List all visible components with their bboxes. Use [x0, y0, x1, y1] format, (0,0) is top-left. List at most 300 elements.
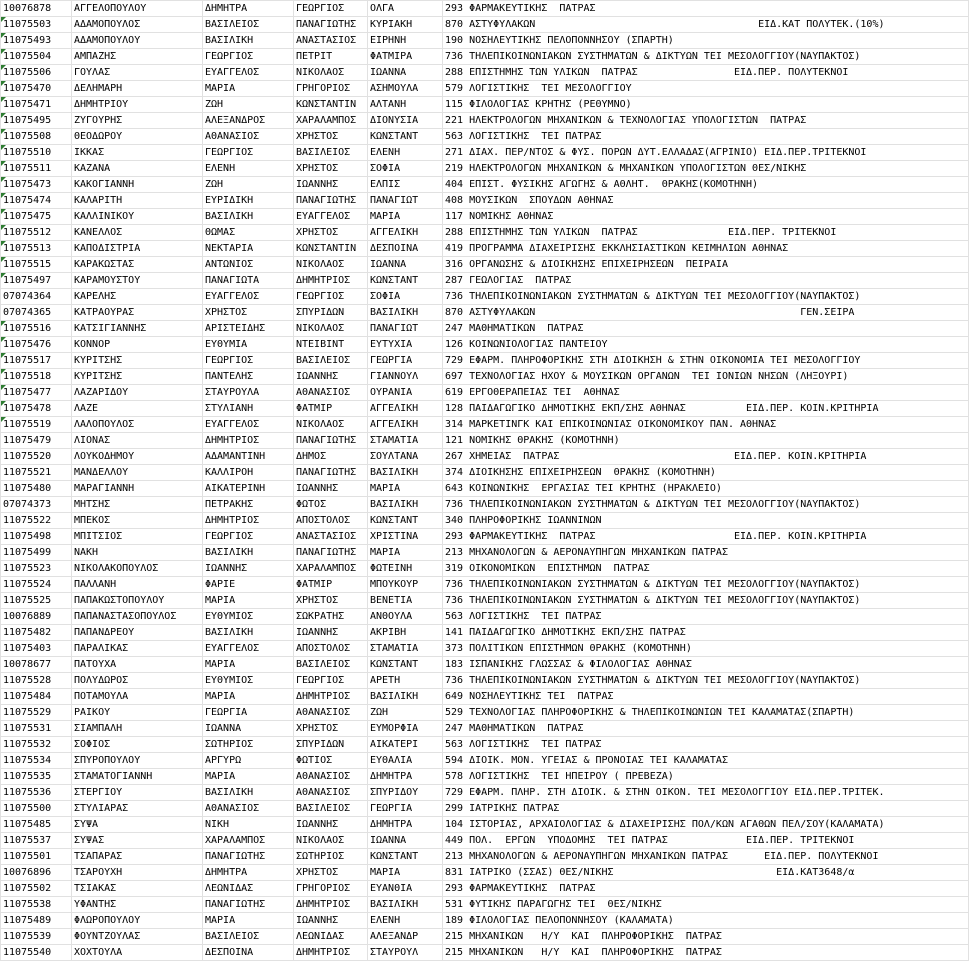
father-name-cell[interactable]: ΑΠΟΣΤΟΛΟΣ: [294, 513, 368, 529]
id-cell[interactable]: 07074373: [1, 497, 72, 513]
first-name-cell[interactable]: ΒΑΣΙΛΙΚΗ: [203, 785, 294, 801]
first-name-cell[interactable]: ΕΥΘΥΜΙΟΣ: [203, 673, 294, 689]
father-name-cell[interactable]: ΚΩΝΣΤΑΝΤΙΝ: [294, 241, 368, 257]
mother-name-cell[interactable]: ΚΩΝΣΤΑΝΤ: [368, 129, 443, 145]
mother-name-cell[interactable]: ΕΛΕΝΗ: [368, 913, 443, 929]
father-name-cell[interactable]: ΑΘΑΝΑΣΙΟΣ: [294, 785, 368, 801]
id-cell[interactable]: 10076878: [1, 1, 72, 17]
surname-cell[interactable]: ΚΥΡΙΤΣΗΣ: [72, 369, 203, 385]
surname-cell[interactable]: ΚΑΖΑΝΑ: [72, 161, 203, 177]
first-name-cell[interactable]: ΕΥΑΓΓΕΛΟΣ: [203, 417, 294, 433]
department-cell[interactable]: 340 ΠΛΗΡΟΦΟΡΙΚΗΣ ΙΩΑΝΝΙΝΩΝ: [443, 513, 969, 529]
mother-name-cell[interactable]: ΣΠΥΡΙΔΟΥ: [368, 785, 443, 801]
mother-name-cell[interactable]: ΣΤΑΜΑΤΙΑ: [368, 641, 443, 657]
id-cell[interactable]: 11075529: [1, 705, 72, 721]
id-cell[interactable]: 11075508: [1, 129, 72, 145]
first-name-cell[interactable]: ΖΩΗ: [203, 97, 294, 113]
id-cell[interactable]: 11075512: [1, 225, 72, 241]
id-cell[interactable]: 11075504: [1, 49, 72, 65]
id-cell[interactable]: 11075518: [1, 369, 72, 385]
department-cell[interactable]: 247 ΜΑΘΗΜΑΤΙΚΩΝ ΠΑΤΡΑΣ: [443, 721, 969, 737]
mother-name-cell[interactable]: ΑΙΚΑΤΕΡΙ: [368, 737, 443, 753]
surname-cell[interactable]: ΚΥΡΙΤΣΗΣ: [72, 353, 203, 369]
surname-cell[interactable]: ΝΙΚΟΛΑΚΟΠΟΥΛΟΣ: [72, 561, 203, 577]
surname-cell[interactable]: ΣΟΦΙΟΣ: [72, 737, 203, 753]
mother-name-cell[interactable]: ΒΑΣΙΛΙΚΗ: [368, 497, 443, 513]
first-name-cell[interactable]: ΕΥΡΙΔΙΚΗ: [203, 193, 294, 209]
mother-name-cell[interactable]: ΑΓΓΕΛΙΚΗ: [368, 417, 443, 433]
mother-name-cell[interactable]: ΜΑΡΙΑ: [368, 481, 443, 497]
id-cell[interactable]: 11075511: [1, 161, 72, 177]
department-cell[interactable]: 190 ΝΟΣΗΛΕΥΤΙΚΗΣ ΠΕΛΟΠΟΝΝΗΣΟΥ (ΣΠΑΡΤΗ): [443, 33, 969, 49]
department-cell[interactable]: 619 ΕΡΓΟΘΕΡΑΠΕΙΑΣ ΤΕΙ ΑΘΗΝΑΣ: [443, 385, 969, 401]
department-cell[interactable]: 247 ΜΑΘΗΜΑΤΙΚΩΝ ΠΑΤΡΑΣ: [443, 321, 969, 337]
surname-cell[interactable]: ΙΚΚΑΣ: [72, 145, 203, 161]
department-cell[interactable]: 697 ΤΕΧΝΟΛΟΓΙΑΣ ΗΧΟΥ & ΜΟΥΣΙΚΩΝ ΟΡΓΑΝΩΝ ΤΕΙ ΙΟΝΙΩΝ ΝΗΣΩΝ (ΛΗΞΟΥΡΙ): [443, 369, 969, 385]
mother-name-cell[interactable]: ΒΑΣΙΛΙΚΗ: [368, 305, 443, 321]
mother-name-cell[interactable]: ΓΕΩΡΓΙΑ: [368, 353, 443, 369]
mother-name-cell[interactable]: ΑΛΤΑΝΗ: [368, 97, 443, 113]
first-name-cell[interactable]: ΜΑΡΙΑ: [203, 593, 294, 609]
department-cell[interactable]: 299 ΙΑΤΡΙΚΗΣ ΠΑΤΡΑΣ: [443, 801, 969, 817]
mother-name-cell[interactable]: ΕΥΑΝΘΙΑ: [368, 881, 443, 897]
department-cell[interactable]: 314 ΜΑΡΚΕΤΙΝΓΚ ΚΑΙ ΕΠΙΚΟΙΝΩΝΙΑΣ ΟΙΚΟΝΟΜΙΚΟΥ ΠΑΝ. ΑΘΗΝΑΣ: [443, 417, 969, 433]
department-cell[interactable]: 221 ΗΛΕΚΤΡΟΛΟΓΩΝ ΜΗΧΑΝΙΚΩΝ & ΤΕΧΝΟΛΟΓΙΑΣ ΥΠΟΛΟΓΙΣΤΩΝ ΠΑΤΡΑΣ: [443, 113, 969, 129]
id-cell[interactable]: 11075523: [1, 561, 72, 577]
id-cell[interactable]: 11075538: [1, 897, 72, 913]
first-name-cell[interactable]: ΒΑΣΙΛΕΙΟΣ: [203, 17, 294, 33]
first-name-cell[interactable]: ΝΙΚΗ: [203, 817, 294, 833]
father-name-cell[interactable]: ΒΑΣΙΛΕΙΟΣ: [294, 353, 368, 369]
mother-name-cell[interactable]: ΧΡΙΣΤΙΝΑ: [368, 529, 443, 545]
surname-cell[interactable]: ΝΑΚΗ: [72, 545, 203, 561]
father-name-cell[interactable]: ΦΑΤΜΙΡ: [294, 401, 368, 417]
surname-cell[interactable]: ΣΤΕΡΓΙΟΥ: [72, 785, 203, 801]
mother-name-cell[interactable]: ΙΩΑΝΝΑ: [368, 257, 443, 273]
mother-name-cell[interactable]: ΕΛΕΝΗ: [368, 145, 443, 161]
mother-name-cell[interactable]: ΚΩΝΣΤΑΝΤ: [368, 273, 443, 289]
surname-cell[interactable]: ΠΑΠΑΚΩΣΤΟΠΟΥΛΟΥ: [72, 593, 203, 609]
mother-name-cell[interactable]: ΦΩΤΕΙΝΗ: [368, 561, 443, 577]
surname-cell[interactable]: ΘΕΟΔΩΡΟΥ: [72, 129, 203, 145]
father-name-cell[interactable]: ΣΠΥΡΙΔΩΝ: [294, 305, 368, 321]
surname-cell[interactable]: ΠΑΠΑΝΑΣΤΑΣΟΠΟΥΛΟΣ: [72, 609, 203, 625]
father-name-cell[interactable]: ΣΠΥΡΙΔΩΝ: [294, 737, 368, 753]
department-cell[interactable]: 183 ΙΣΠΑΝΙΚΗΣ ΓΛΩΣΣΑΣ & ΦΙΛΟΛΟΓΙΑΣ ΑΘΗΝΑΣ: [443, 657, 969, 673]
surname-cell[interactable]: ΡΑΙΚΟΥ: [72, 705, 203, 721]
father-name-cell[interactable]: ΚΩΝΣΤΑΝΤΙΝ: [294, 97, 368, 113]
mother-name-cell[interactable]: ΕΙΡΗΝΗ: [368, 33, 443, 49]
id-cell[interactable]: 11075485: [1, 817, 72, 833]
id-cell[interactable]: 10076896: [1, 865, 72, 881]
surname-cell[interactable]: ΛΑΖΕ: [72, 401, 203, 417]
mother-name-cell[interactable]: ΕΥΤΥΧΙΑ: [368, 337, 443, 353]
id-cell[interactable]: 11075473: [1, 177, 72, 193]
father-name-cell[interactable]: ΧΡΗΣΤΟΣ: [294, 225, 368, 241]
department-cell[interactable]: 643 ΚΟΙΝΩΝΙΚΗΣ ΕΡΓΑΣΙΑΣ ΤΕΙ ΚΡΗΤΗΣ (ΗΡΑΚΛΕΙΟ): [443, 481, 969, 497]
first-name-cell[interactable]: ΒΑΣΙΛΙΚΗ: [203, 625, 294, 641]
id-cell[interactable]: 11075522: [1, 513, 72, 529]
id-cell[interactable]: 11075521: [1, 465, 72, 481]
father-name-cell[interactable]: ΧΡΗΣΤΟΣ: [294, 593, 368, 609]
first-name-cell[interactable]: ΙΩΑΝΝΗΣ: [203, 561, 294, 577]
surname-cell[interactable]: ΜΗΤΣΗΣ: [72, 497, 203, 513]
surname-cell[interactable]: ΣΠΥΡΟΠΟΥΛΟΥ: [72, 753, 203, 769]
father-name-cell[interactable]: ΒΑΣΙΛΕΙΟΣ: [294, 801, 368, 817]
first-name-cell[interactable]: ΣΩΤΗΡΙΟΣ: [203, 737, 294, 753]
department-cell[interactable]: 729 ΕΦΑΡΜ. ΠΛΗΡ. ΣΤΗ ΔΙΟΙΚ. & ΣΤΗΝ ΟΙΚΟΝ. ΤΕΙ ΜΕΣΟΛΟΓΓΙΟΥ ΕΙΔ.ΠΕΡ.ΤΡΙΤΕΚ.: [443, 785, 969, 801]
department-cell[interactable]: 319 ΟΙΚΟΝΟΜΙΚΩΝ ΕΠΙΣΤΗΜΩΝ ΠΑΤΡΑΣ: [443, 561, 969, 577]
first-name-cell[interactable]: ΑΘΑΝΑΣΙΟΣ: [203, 801, 294, 817]
department-cell[interactable]: 870 ΑΣΤΥΦΥΛΑΚΩΝ ΓΕΝ.ΣΕΙΡΑ: [443, 305, 969, 321]
father-name-cell[interactable]: ΓΕΩΡΓΙΟΣ: [294, 673, 368, 689]
id-cell[interactable]: 11075537: [1, 833, 72, 849]
father-name-cell[interactable]: ΝΙΚΟΛΑΟΣ: [294, 257, 368, 273]
first-name-cell[interactable]: ΜΑΡΙΑ: [203, 769, 294, 785]
mother-name-cell[interactable]: ΜΠΟΥΚΟΥΡ: [368, 577, 443, 593]
surname-cell[interactable]: ΛΑΖΑΡΙΔΟΥ: [72, 385, 203, 401]
department-cell[interactable]: 594 ΔΙΟΙΚ. ΜΟΝ. ΥΓΕΙΑΣ & ΠΡΟΝΟΙΑΣ ΤΕΙ ΚΑΛΑΜΑΤΑΣ: [443, 753, 969, 769]
id-cell[interactable]: 11075513: [1, 241, 72, 257]
id-cell[interactable]: 11075540: [1, 945, 72, 961]
father-name-cell[interactable]: ΙΩΑΝΝΗΣ: [294, 177, 368, 193]
department-cell[interactable]: 115 ΦΙΛΟΛΟΓΙΑΣ ΚΡΗΤΗΣ (ΡΕΘΥΜΝΟ): [443, 97, 969, 113]
first-name-cell[interactable]: ΓΕΩΡΓΙΟΣ: [203, 49, 294, 65]
father-name-cell[interactable]: ΝΙΚΟΛΑΟΣ: [294, 417, 368, 433]
surname-cell[interactable]: ΦΛΩΡΟΠΟΥΛΟΥ: [72, 913, 203, 929]
id-cell[interactable]: 10076889: [1, 609, 72, 625]
id-cell[interactable]: 11075534: [1, 753, 72, 769]
father-name-cell[interactable]: ΓΕΩΡΓΙΟΣ: [294, 1, 368, 17]
surname-cell[interactable]: ΚΑΤΣΙΓΙΑΝΝΗΣ: [72, 321, 203, 337]
id-cell[interactable]: 11075495: [1, 113, 72, 129]
first-name-cell[interactable]: ΙΩΑΝΝΑ: [203, 721, 294, 737]
first-name-cell[interactable]: ΕΥΘΥΜΙΑ: [203, 337, 294, 353]
department-cell[interactable]: 213 ΜΗΧΑΝΟΛΟΓΩΝ & ΑΕΡΟΝΑΥΠΗΓΩΝ ΜΗΧΑΝΙΚΩΝ ΠΑΤΡΑΣ: [443, 545, 969, 561]
department-cell[interactable]: 117 ΝΟΜΙΚΗΣ ΑΘΗΝΑΣ: [443, 209, 969, 225]
department-cell[interactable]: 293 ΦΑΡΜΑΚΕΥΤΙΚΗΣ ΠΑΤΡΑΣ: [443, 881, 969, 897]
surname-cell[interactable]: ΖΥΓΟΥΡΗΣ: [72, 113, 203, 129]
id-cell[interactable]: 11075484: [1, 689, 72, 705]
surname-cell[interactable]: ΓΟΥΛΑΣ: [72, 65, 203, 81]
mother-name-cell[interactable]: ΕΥΘΑΛΙΑ: [368, 753, 443, 769]
department-cell[interactable]: 288 ΕΠΙΣΤΗΜΗΣ ΤΩΝ ΥΛΙΚΩΝ ΠΑΤΡΑΣ ΕΙΔ.ΠΕΡ. ΤΡΙΤΕΚΝΟΙ: [443, 225, 969, 241]
id-cell[interactable]: 11075477: [1, 385, 72, 401]
mother-name-cell[interactable]: ΒΑΣΙΛΙΚΗ: [368, 689, 443, 705]
first-name-cell[interactable]: ΔΗΜΗΤΡΑ: [203, 1, 294, 17]
surname-cell[interactable]: ΚΑΡΑΚΩΣΤΑΣ: [72, 257, 203, 273]
surname-cell[interactable]: ΚΑΛΑΡΙΤΗ: [72, 193, 203, 209]
id-cell[interactable]: 11075489: [1, 913, 72, 929]
id-cell[interactable]: 11075536: [1, 785, 72, 801]
first-name-cell[interactable]: ΑΡΙΣΤΕΙΔΗΣ: [203, 321, 294, 337]
first-name-cell[interactable]: ΠΑΝΑΓΙΩΤΗΣ: [203, 849, 294, 865]
first-name-cell[interactable]: ΣΤΑΥΡΟΥΛΑ: [203, 385, 294, 401]
surname-cell[interactable]: ΦΟΥΝΤΖΟΥΛΑΣ: [72, 929, 203, 945]
id-cell[interactable]: 11075528: [1, 673, 72, 689]
id-cell[interactable]: 11075516: [1, 321, 72, 337]
mother-name-cell[interactable]: ΚΥΡΙΑΚΗ: [368, 17, 443, 33]
mother-name-cell[interactable]: ΔΙΟΝΥΣΙΑ: [368, 113, 443, 129]
surname-cell[interactable]: ΣΥΨΑ: [72, 817, 203, 833]
surname-cell[interactable]: ΧΟΧΤΟΥΛΑ: [72, 945, 203, 961]
department-cell[interactable]: 729 ΕΦΑΡΜ. ΠΛΗΡΟΦΟΡΙΚΗΣ ΣΤΗ ΔΙΟΙΚΗΣΗ & ΣΤΗΝ ΟΙΚΟΝΟΜΙΑ ΤΕΙ ΜΕΣΟΛΟΓΓΙΟΥ: [443, 353, 969, 369]
father-name-cell[interactable]: ΑΘΑΝΑΣΙΟΣ: [294, 769, 368, 785]
father-name-cell[interactable]: ΒΑΣΙΛΕΙΟΣ: [294, 657, 368, 673]
mother-name-cell[interactable]: ΙΩΑΝΝΑ: [368, 833, 443, 849]
department-cell[interactable]: 215 ΜΗΧΑΝΙΚΩΝ Η/Υ ΚΑΙ ΠΛΗΡΟΦΟΡΙΚΗΣ ΠΑΤΡΑΣ: [443, 945, 969, 961]
mother-name-cell[interactable]: ΔΗΜΗΤΡΑ: [368, 769, 443, 785]
id-cell[interactable]: 11075498: [1, 529, 72, 545]
first-name-cell[interactable]: ΠΕΤΡΑΚΗΣ: [203, 497, 294, 513]
department-cell[interactable]: 736 ΤΗΛΕΠΙΚΟΙΝΩΝΙΑΚΩΝ ΣΥΣΤΗΜΑΤΩΝ & ΔΙΚΤΥΩΝ ΤΕΙ ΜΕΣΟΛΟΓΓΙΟΥ(ΝΑΥΠΑΚΤΟΣ): [443, 577, 969, 593]
id-cell[interactable]: 11075532: [1, 737, 72, 753]
surname-cell[interactable]: ΣΤΥΛΙΑΡΑΣ: [72, 801, 203, 817]
surname-cell[interactable]: ΤΣΑΡΟΥΧΗ: [72, 865, 203, 881]
department-cell[interactable]: 736 ΤΗΛΕΠΙΚΟΙΝΩΝΙΑΚΩΝ ΣΥΣΤΗΜΑΤΩΝ & ΔΙΚΤΥΩΝ ΤΕΙ ΜΕΣΟΛΟΓΓΙΟΥ(ΝΑΥΠΑΚΤΟΣ): [443, 289, 969, 305]
father-name-cell[interactable]: ΝΤΕΙΒΙΝΤ: [294, 337, 368, 353]
surname-cell[interactable]: ΠΑΤΟΥΧΑ: [72, 657, 203, 673]
first-name-cell[interactable]: ΜΑΡΙΑ: [203, 657, 294, 673]
mother-name-cell[interactable]: ΖΩΗ: [368, 705, 443, 721]
department-cell[interactable]: 128 ΠΑΙΔΑΓΩΓΙΚΟ ΔΗΜΟΤΙΚΗΣ ΕΚΠ/ΣΗΣ ΑΘΗΝΑΣ ΕΙΔ.ΠΕΡ. ΚΟΙΝ.ΚΡΙΤΗΡΙΑ: [443, 401, 969, 417]
id-cell[interactable]: 11075478: [1, 401, 72, 417]
department-cell[interactable]: 563 ΛΟΓΙΣΤΙΚΗΣ ΤΕΙ ΠΑΤΡΑΣ: [443, 609, 969, 625]
id-cell[interactable]: 11075525: [1, 593, 72, 609]
department-cell[interactable]: 213 ΜΗΧΑΝΟΛΟΓΩΝ & ΑΕΡΟΝΑΥΠΗΓΩΝ ΜΗΧΑΝΙΚΩΝ ΠΑΤΡΑΣ ΕΙΔ.ΠΕΡ. ΠΟΛΥΤΕΚΝΟΙ: [443, 849, 969, 865]
surname-cell[interactable]: ΚΑΛΛΙΝΙΚΟΥ: [72, 209, 203, 225]
father-name-cell[interactable]: ΠΑΝΑΓΙΩΤΗΣ: [294, 465, 368, 481]
father-name-cell[interactable]: ΠΑΝΑΓΙΩΤΗΣ: [294, 193, 368, 209]
father-name-cell[interactable]: ΔΗΜΗΤΡΙΟΣ: [294, 945, 368, 961]
mother-name-cell[interactable]: ΒΑΣΙΛΙΚΗ: [368, 897, 443, 913]
surname-cell[interactable]: ΑΔΑΜΟΠΟΥΛΟΣ: [72, 17, 203, 33]
department-cell[interactable]: 736 ΤΗΛΕΠΙΚΟΙΝΩΝΙΑΚΩΝ ΣΥΣΤΗΜΑΤΩΝ & ΔΙΚΤΥΩΝ ΤΕΙ ΜΕΣΟΛΟΓΓΙΟΥ(ΝΑΥΠΑΚΤΟΣ): [443, 593, 969, 609]
first-name-cell[interactable]: ΧΑΡΑΛΑΜΠΟΣ: [203, 833, 294, 849]
father-name-cell[interactable]: ΔΗΜΗΤΡΙΟΣ: [294, 273, 368, 289]
id-cell[interactable]: 11075474: [1, 193, 72, 209]
father-name-cell[interactable]: ΧΡΗΣΤΟΣ: [294, 129, 368, 145]
id-cell[interactable]: 11075501: [1, 849, 72, 865]
first-name-cell[interactable]: ΒΑΣΙΛΙΚΗ: [203, 545, 294, 561]
id-cell[interactable]: 11075493: [1, 33, 72, 49]
father-name-cell[interactable]: ΦΩΤΟΣ: [294, 497, 368, 513]
surname-cell[interactable]: ΔΗΜΗΤΡΙΟΥ: [72, 97, 203, 113]
department-cell[interactable]: 141 ΠΑΙΔΑΓΩΓΙΚΟ ΔΗΜΟΤΙΚΗΣ ΕΚΠ/ΣΗΣ ΠΑΤΡΑΣ: [443, 625, 969, 641]
department-cell[interactable]: 736 ΤΗΛΕΠΙΚΟΙΝΩΝΙΑΚΩΝ ΣΥΣΤΗΜΑΤΩΝ & ΔΙΚΤΥΩΝ ΤΕΙ ΜΕΣΟΛΟΓΓΙΟΥ(ΝΑΥΠΑΚΤΟΣ): [443, 497, 969, 513]
id-cell[interactable]: 11075539: [1, 929, 72, 945]
father-name-cell[interactable]: ΑΘΑΝΑΣΙΟΣ: [294, 705, 368, 721]
surname-cell[interactable]: ΣΤΑΜΑΤΟΓΙΑΝΝΗ: [72, 769, 203, 785]
id-cell[interactable]: 11075480: [1, 481, 72, 497]
department-cell[interactable]: 271 ΔΙΑΧ. ΠΕΡ/ΝΤΟΣ & ΦΥΣ. ΠΟΡΩΝ ΔΥΤ.ΕΛΛΑΔΑΣ(ΑΓΡΙΝΙΟ) ΕΙΔ.ΠΕΡ.ΤΡΙΤΕΚΝΟΙ: [443, 145, 969, 161]
first-name-cell[interactable]: ΕΥΘΥΜΙΟΣ: [203, 609, 294, 625]
first-name-cell[interactable]: ΖΩΗ: [203, 177, 294, 193]
father-name-cell[interactable]: ΓΕΩΡΓΙΟΣ: [294, 289, 368, 305]
id-cell[interactable]: 11075476: [1, 337, 72, 353]
mother-name-cell[interactable]: ΣΟΦΙΑ: [368, 161, 443, 177]
father-name-cell[interactable]: ΙΩΑΝΝΗΣ: [294, 369, 368, 385]
department-cell[interactable]: 293 ΦΑΡΜΑΚΕΥΤΙΚΗΣ ΠΑΤΡΑΣ ΕΙΔ.ΠΕΡ. ΚΟΙΝ.ΚΡΙΤΗΡΙΑ: [443, 529, 969, 545]
first-name-cell[interactable]: ΚΑΛΛΙΡΟΗ: [203, 465, 294, 481]
id-cell[interactable]: 11075524: [1, 577, 72, 593]
department-cell[interactable]: 121 ΝΟΜΙΚΗΣ ΘΡΑΚΗΣ (ΚΟΜΟΤΗΝΗ): [443, 433, 969, 449]
first-name-cell[interactable]: ΔΗΜΗΤΡΙΟΣ: [203, 433, 294, 449]
surname-cell[interactable]: ΜΠΙΤΣΙΟΣ: [72, 529, 203, 545]
department-cell[interactable]: 267 ΧΗΜΕΙΑΣ ΠΑΤΡΑΣ ΕΙΔ.ΠΕΡ. ΚΟΙΝ.ΚΡΙΤΗΡΙΑ: [443, 449, 969, 465]
id-cell[interactable]: 11075403: [1, 641, 72, 657]
first-name-cell[interactable]: ΓΕΩΡΓΙΟΣ: [203, 353, 294, 369]
first-name-cell[interactable]: ΒΑΣΙΛΙΚΗ: [203, 33, 294, 49]
surname-cell[interactable]: ΑΓΓΕΛΟΠΟΥΛΟΥ: [72, 1, 203, 17]
surname-cell[interactable]: ΜΑΡΑΓΙΑΝΝΗ: [72, 481, 203, 497]
id-cell[interactable]: 11075471: [1, 97, 72, 113]
id-cell[interactable]: 11075482: [1, 625, 72, 641]
mother-name-cell[interactable]: ΣΟΦΙΑ: [368, 289, 443, 305]
department-cell[interactable]: 736 ΤΗΛΕΠΙΚΟΙΝΩΝΙΑΚΩΝ ΣΥΣΤΗΜΑΤΩΝ & ΔΙΚΤΥΩΝ ΤΕΙ ΜΕΣΟΛΟΓΓΙΟΥ(ΝΑΥΠΑΚΤΟΣ): [443, 673, 969, 689]
father-name-cell[interactable]: ΠΑΝΑΓΙΩΤΗΣ: [294, 545, 368, 561]
first-name-cell[interactable]: ΜΑΡΙΑ: [203, 81, 294, 97]
id-cell[interactable]: 11075517: [1, 353, 72, 369]
first-name-cell[interactable]: ΜΑΡΙΑ: [203, 689, 294, 705]
id-cell[interactable]: 11075497: [1, 273, 72, 289]
mother-name-cell[interactable]: ΑΓΓΕΛΙΚΗ: [368, 401, 443, 417]
father-name-cell[interactable]: ΑΘΑΝΑΣΙΟΣ: [294, 385, 368, 401]
father-name-cell[interactable]: ΝΙΚΟΛΑΟΣ: [294, 321, 368, 337]
mother-name-cell[interactable]: ΣΤΑΜΑΤΙΑ: [368, 433, 443, 449]
surname-cell[interactable]: ΑΔΑΜΟΠΟΥΛΟΥ: [72, 33, 203, 49]
mother-name-cell[interactable]: ΕΥΜΟΡΦΙΑ: [368, 721, 443, 737]
department-cell[interactable]: 189 ΦΙΛΟΛΟΓΙΑΣ ΠΕΛΟΠΟΝΝΗΣΟΥ (ΚΑΛΑΜΑΤΑ): [443, 913, 969, 929]
father-name-cell[interactable]: ΕΥΑΓΓΕΛΟΣ: [294, 209, 368, 225]
mother-name-cell[interactable]: ΣΟΥΛΤΑΝΑ: [368, 449, 443, 465]
surname-cell[interactable]: ΜΑΝΔΕΛΛΟΥ: [72, 465, 203, 481]
father-name-cell[interactable]: ΧΑΡΑΛΑΜΠΟΣ: [294, 113, 368, 129]
father-name-cell[interactable]: ΝΙΚΟΛΑΟΣ: [294, 833, 368, 849]
surname-cell[interactable]: ΥΦΑΝΤΗΣ: [72, 897, 203, 913]
mother-name-cell[interactable]: ΑΛΕΞΑΝΔΡ: [368, 929, 443, 945]
surname-cell[interactable]: ΚΑΠΟΔΙΣΤΡΙΑ: [72, 241, 203, 257]
mother-name-cell[interactable]: ΒΕΝΕΤΙΑ: [368, 593, 443, 609]
mother-name-cell[interactable]: ΓΙΑΝΝΟΥΛ: [368, 369, 443, 385]
id-cell[interactable]: 11075499: [1, 545, 72, 561]
mother-name-cell[interactable]: ΠΑΝΑΓΙΩΤ: [368, 193, 443, 209]
id-cell[interactable]: 11075515: [1, 257, 72, 273]
department-cell[interactable]: 531 ΦΥΤΙΚΗΣ ΠΑΡΑΓΩΓΗΣ ΤΕΙ ΘΕΣ/ΝΙΚΗΣ: [443, 897, 969, 913]
father-name-cell[interactable]: ΣΩΚΡΑΤΗΣ: [294, 609, 368, 625]
department-cell[interactable]: 404 ΕΠΙΣΤ. ΦΥΣΙΚΗΣ ΑΓΩΓΗΣ & ΑΘΛΗΤ. ΘΡΑΚΗΣ(ΚΟΜΟΤΗΝΗ): [443, 177, 969, 193]
father-name-cell[interactable]: ΠΑΝΑΓΙΩΤΗΣ: [294, 433, 368, 449]
department-cell[interactable]: 408 ΜΟΥΣΙΚΩΝ ΣΠΟΥΔΩΝ ΑΘΗΝΑΣ: [443, 193, 969, 209]
surname-cell[interactable]: ΚΑΡΑΜΟΥΣΤΟΥ: [72, 273, 203, 289]
department-cell[interactable]: 649 ΝΟΣΗΛΕΥΤΙΚΗΣ ΤΕΙ ΠΑΤΡΑΣ: [443, 689, 969, 705]
father-name-cell[interactable]: ΧΡΗΣΤΟΣ: [294, 865, 368, 881]
department-cell[interactable]: 831 ΙΑΤΡΙΚΟ (ΣΣΑΣ) ΘΕΣ/ΝΙΚΗΣ ΕΙΔ.ΚΑΤ3648/α: [443, 865, 969, 881]
father-name-cell[interactable]: ΝΙΚΟΛΑΟΣ: [294, 65, 368, 81]
first-name-cell[interactable]: ΝΕΚΤΑΡΙΑ: [203, 241, 294, 257]
department-cell[interactable]: 126 ΚΟΙΝΩΝΙΟΛΟΓΙΑΣ ΠΑΝΤΕΙΟΥ: [443, 337, 969, 353]
first-name-cell[interactable]: ΑΡΓΥΡΩ: [203, 753, 294, 769]
id-cell[interactable]: 11075506: [1, 65, 72, 81]
surname-cell[interactable]: ΠΟΤΑΜΟΥΛΑ: [72, 689, 203, 705]
id-cell[interactable]: 07074365: [1, 305, 72, 321]
mother-name-cell[interactable]: ΑΣΗΜΟΥΛΑ: [368, 81, 443, 97]
id-cell[interactable]: 11075502: [1, 881, 72, 897]
first-name-cell[interactable]: ΒΑΣΙΛΙΚΗ: [203, 209, 294, 225]
surname-cell[interactable]: ΚΑΡΕΛΗΣ: [72, 289, 203, 305]
father-name-cell[interactable]: ΓΡΗΓΟΡΙΟΣ: [294, 881, 368, 897]
id-cell[interactable]: 11075475: [1, 209, 72, 225]
first-name-cell[interactable]: ΕΥΑΓΓΕΛΟΣ: [203, 289, 294, 305]
department-cell[interactable]: 529 ΤΕΧΝΟΛΟΓΙΑΣ ΠΛΗΡΟΦΟΡΙΚΗΣ & ΤΗΛΕΠΙΚΟΙΝΩΝΙΩΝ ΤΕΙ ΚΑΛΑΜΑΤΑΣ(ΣΠΑΡΤΗ): [443, 705, 969, 721]
surname-cell[interactable]: ΠΟΛΥΔΩΡΟΣ: [72, 673, 203, 689]
mother-name-cell[interactable]: ΔΕΣΠΟΙΝΑ: [368, 241, 443, 257]
surname-cell[interactable]: ΠΑΛΛΑΝΗ: [72, 577, 203, 593]
id-cell[interactable]: 11075531: [1, 721, 72, 737]
id-cell[interactable]: 11075470: [1, 81, 72, 97]
father-name-cell[interactable]: ΑΝΑΣΤΑΣΙΟΣ: [294, 529, 368, 545]
father-name-cell[interactable]: ΒΑΣΙΛΕΙΟΣ: [294, 145, 368, 161]
father-name-cell[interactable]: ΔΗΜΟΣ: [294, 449, 368, 465]
father-name-cell[interactable]: ΧΑΡΑΛΑΜΠΟΣ: [294, 561, 368, 577]
mother-name-cell[interactable]: ΟΥΡΑΝΙΑ: [368, 385, 443, 401]
first-name-cell[interactable]: ΜΑΡΙΑ: [203, 913, 294, 929]
first-name-cell[interactable]: ΑΝΤΩΝΙΟΣ: [203, 257, 294, 273]
first-name-cell[interactable]: ΕΥΑΓΓΕΛΟΣ: [203, 65, 294, 81]
first-name-cell[interactable]: ΔΗΜΗΤΡΙΟΣ: [203, 513, 294, 529]
surname-cell[interactable]: ΣΙΑΜΠΑΛΗ: [72, 721, 203, 737]
father-name-cell[interactable]: ΠΑΝΑΓΙΩΤΗΣ: [294, 17, 368, 33]
surname-cell[interactable]: ΚΑΝΕΛΛΟΣ: [72, 225, 203, 241]
id-cell[interactable]: 11075500: [1, 801, 72, 817]
first-name-cell[interactable]: ΔΕΣΠΟΙΝΑ: [203, 945, 294, 961]
id-cell[interactable]: 10078677: [1, 657, 72, 673]
department-cell[interactable]: 293 ΦΑΡΜΑΚΕΥΤΙΚΗΣ ΠΑΤΡΑΣ: [443, 1, 969, 17]
surname-cell[interactable]: ΔΕΛΗΜΑΡΗ: [72, 81, 203, 97]
department-cell[interactable]: 579 ΛΟΓΙΣΤΙΚΗΣ ΤΕΙ ΜΕΣΟΛΟΓΓΙΟΥ: [443, 81, 969, 97]
department-cell[interactable]: 578 ΛΟΓΙΣΤΙΚΗΣ ΤΕΙ ΗΠΕΙΡΟΥ ( ΠΡΕΒΕΖΑ): [443, 769, 969, 785]
surname-cell[interactable]: ΣΥΨΑΣ: [72, 833, 203, 849]
first-name-cell[interactable]: ΕΛΕΝΗ: [203, 161, 294, 177]
mother-name-cell[interactable]: ΔΗΜΗΤΡΑ: [368, 817, 443, 833]
first-name-cell[interactable]: ΦΑΡΙΕ: [203, 577, 294, 593]
department-cell[interactable]: 104 ΙΣΤΟΡΙΑΣ, ΑΡΧΑΙΟΛΟΓΙΑΣ & ΔΙΑΧΕΙΡΙΣΗΣ ΠΟΛ/ΚΩΝ ΑΓΑΘΩΝ ΠΕΛ/ΣΟΥ(ΚΑΛΑΜΑΤΑ): [443, 817, 969, 833]
first-name-cell[interactable]: ΕΥΑΓΓΕΛΟΣ: [203, 641, 294, 657]
mother-name-cell[interactable]: ΑΚΡΙΒΗ: [368, 625, 443, 641]
surname-cell[interactable]: ΑΜΠΑΖΗΣ: [72, 49, 203, 65]
father-name-cell[interactable]: ΙΩΑΝΝΗΣ: [294, 913, 368, 929]
id-cell[interactable]: 11075535: [1, 769, 72, 785]
surname-cell[interactable]: ΠΑΡΑΛΙΚΑΣ: [72, 641, 203, 657]
first-name-cell[interactable]: ΔΗΜΗΤΡΑ: [203, 865, 294, 881]
first-name-cell[interactable]: ΒΑΣΙΛΕΙΟΣ: [203, 929, 294, 945]
mother-name-cell[interactable]: ΒΑΣΙΛΙΚΗ: [368, 465, 443, 481]
mother-name-cell[interactable]: ΑΓΓΕΛΙΚΗ: [368, 225, 443, 241]
department-cell[interactable]: 419 ΠΡΟΓΡΑΜΜΑ ΔΙΑΧΕΙΡΙΣΗΣ ΕΚΚΛΗΣΙΑΣΤΙΚΩΝ ΚΕΙΜΗΛΙΩΝ ΑΘΗΝΑΣ: [443, 241, 969, 257]
father-name-cell[interactable]: ΧΡΗΣΤΟΣ: [294, 721, 368, 737]
father-name-cell[interactable]: ΙΩΑΝΝΗΣ: [294, 817, 368, 833]
first-name-cell[interactable]: ΑΛΕΞΑΝΔΡΟΣ: [203, 113, 294, 129]
surname-cell[interactable]: ΤΣΙΑΚΑΣ: [72, 881, 203, 897]
father-name-cell[interactable]: ΑΠΟΣΤΟΛΟΣ: [294, 641, 368, 657]
id-cell[interactable]: 11075519: [1, 417, 72, 433]
first-name-cell[interactable]: ΓΕΩΡΓΙΟΣ: [203, 145, 294, 161]
department-cell[interactable]: 215 ΜΗΧΑΝΙΚΩΝ Η/Υ ΚΑΙ ΠΛΗΡΟΦΟΡΙΚΗΣ ΠΑΤΡΑΣ: [443, 929, 969, 945]
mother-name-cell[interactable]: ΓΕΩΡΓΙΑ: [368, 801, 443, 817]
father-name-cell[interactable]: ΦΩΤΙΟΣ: [294, 753, 368, 769]
father-name-cell[interactable]: ΦΑΤΜΙΡ: [294, 577, 368, 593]
department-cell[interactable]: 373 ΠΟΛΙΤΙΚΩΝ ΕΠΙΣΤΗΜΩΝ ΘΡΑΚΗΣ (ΚΟΜΟΤΗΝΗ): [443, 641, 969, 657]
